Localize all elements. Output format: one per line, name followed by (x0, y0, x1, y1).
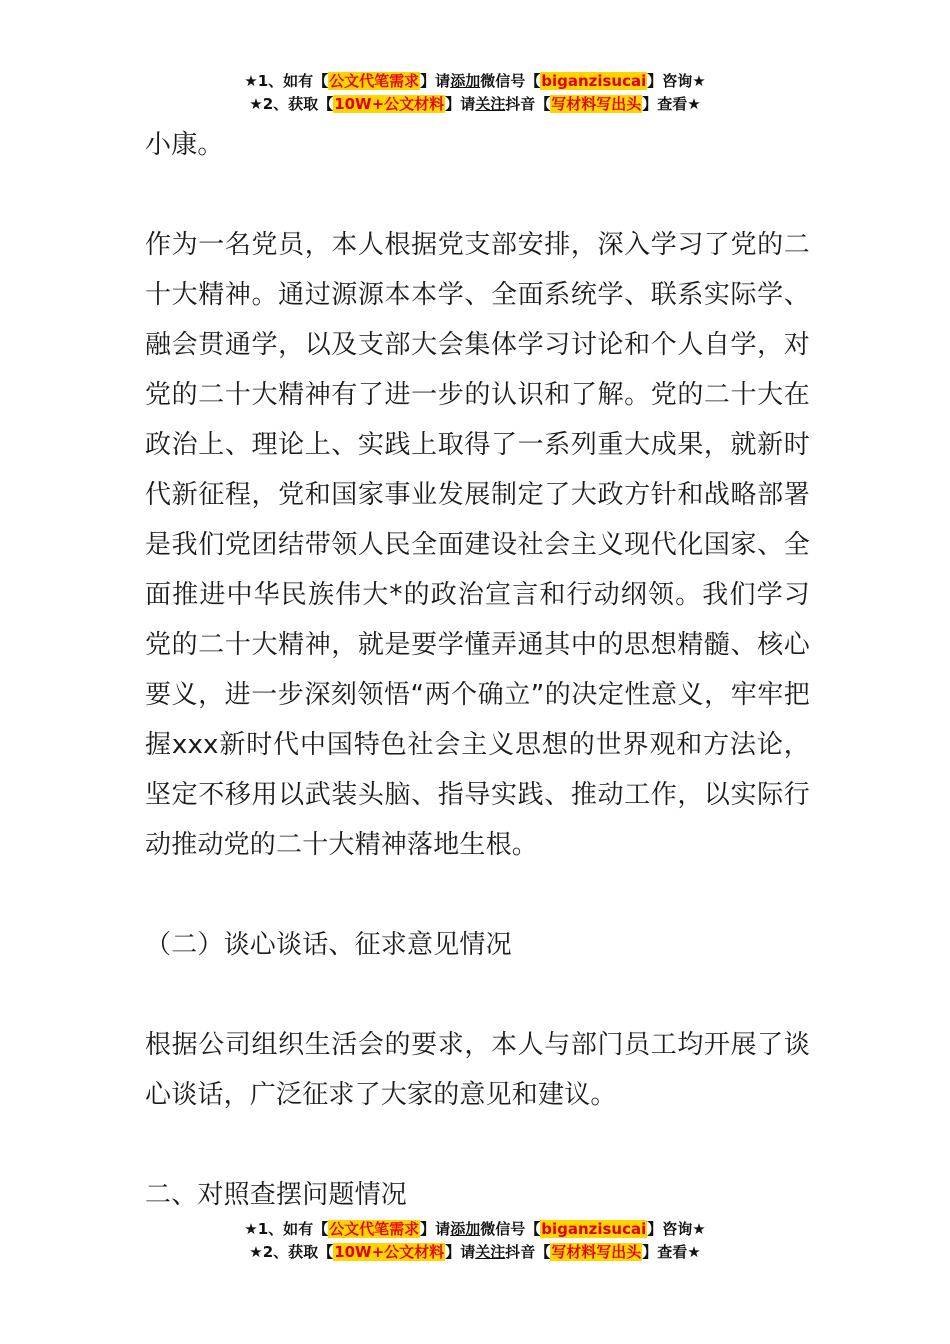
banner-underlined: 关注 (475, 95, 506, 113)
banner-line-2 (0, 93, 950, 116)
banner-text: 】请 (445, 1243, 476, 1261)
banner-text: ★2、获取【 (249, 95, 334, 113)
paragraph-intro-end: 小康。 (145, 130, 224, 160)
section-heading-problems: 二、对照查摆问题情况 (145, 1180, 408, 1210)
banner-highlight: 10W+公文材料 (334, 95, 445, 113)
banner-text: 抖音【 (505, 1243, 551, 1261)
banner-text: ★1、如有【 (244, 1220, 329, 1238)
banner-highlight: 公文代笔需求 (329, 1220, 420, 1238)
paragraph-gap (145, 970, 810, 1020)
banner-text: 抖音【 (505, 95, 551, 113)
banner-highlight-douyin: 写材料写出头 (551, 95, 642, 113)
banner-line-2 (0, 1241, 950, 1264)
banner-text: 】请 (420, 72, 451, 90)
banner-highlight: 公文代笔需求 (329, 72, 420, 90)
banner-text: 微信号【 (480, 1220, 541, 1238)
banner-highlight-douyin: 写材料写出头 (551, 1243, 642, 1261)
paragraph-gap (145, 870, 810, 920)
paragraph-gap (145, 170, 810, 220)
banner-text: 】查看★ (642, 95, 701, 113)
document-body (145, 120, 810, 1220)
banner-underlined: 添加 (450, 1220, 481, 1238)
banner-underlined: 添加 (450, 72, 481, 90)
banner-line-1 (0, 70, 950, 93)
paragraph-study: 作为一名党员，本人根据党支部安排，深入学习了党的二十大精神。通过源源本本学、全面系统学、联系实际学、融会贯通学，以及支部大会集体学习讨论和个人自学，对党的二十大精神有了进一步的认识和了解。党的二十大在政治上、理论上、实践上取得了一系列重大成果，就新时代新征程，党和国家事业发展制定了大政方针和战略部署是我们党团结带领人民全面建设社会主义现代化国家、全面推进中华民族伟大*的政治宣言和行动纲领。我们学习党的二十大精神，就是要学懂弄通其中的思想精髓、核心要义，进一步深刻领悟“两个确立”的决定性意义，牢牢把握xxx新时代中国特色社会主义思想的世界观和方法论，坚定不移用以武装头脑、指导实践、推动工作，以实际行动推动党的二十大精神落地生根。 (145, 230, 810, 860)
paragraph-talks: 根据公司组织生活会的要求，本人与部门员工均开展了谈心谈话，广泛征求了大家的意见和建议。 (145, 1030, 810, 1110)
banner-highlight: 10W+公文材料 (334, 1243, 445, 1261)
banner-text: ★1、如有【 (244, 72, 329, 90)
banner-line-1 (0, 1218, 950, 1241)
banner-text: 】请 (420, 1220, 451, 1238)
banner-text: ★2、获取【 (249, 1243, 334, 1261)
banner-text: 】咨询★ (647, 1220, 706, 1238)
banner-text: 】查看★ (642, 1243, 701, 1261)
paragraph-gap (145, 1120, 810, 1170)
banner-text: 微信号【 (480, 72, 541, 90)
footer-banner (0, 1218, 950, 1264)
banner-text: 】请 (445, 95, 476, 113)
header-banner (0, 70, 950, 116)
banner-highlight-wechat-id: biganzisucai (541, 1220, 647, 1238)
banner-underlined: 关注 (475, 1243, 506, 1261)
banner-text: 】咨询★ (647, 72, 706, 90)
section-heading-talks: （二）谈心谈话、征求意见情况 (145, 930, 512, 960)
banner-highlight-wechat-id: biganzisucai (541, 72, 647, 90)
